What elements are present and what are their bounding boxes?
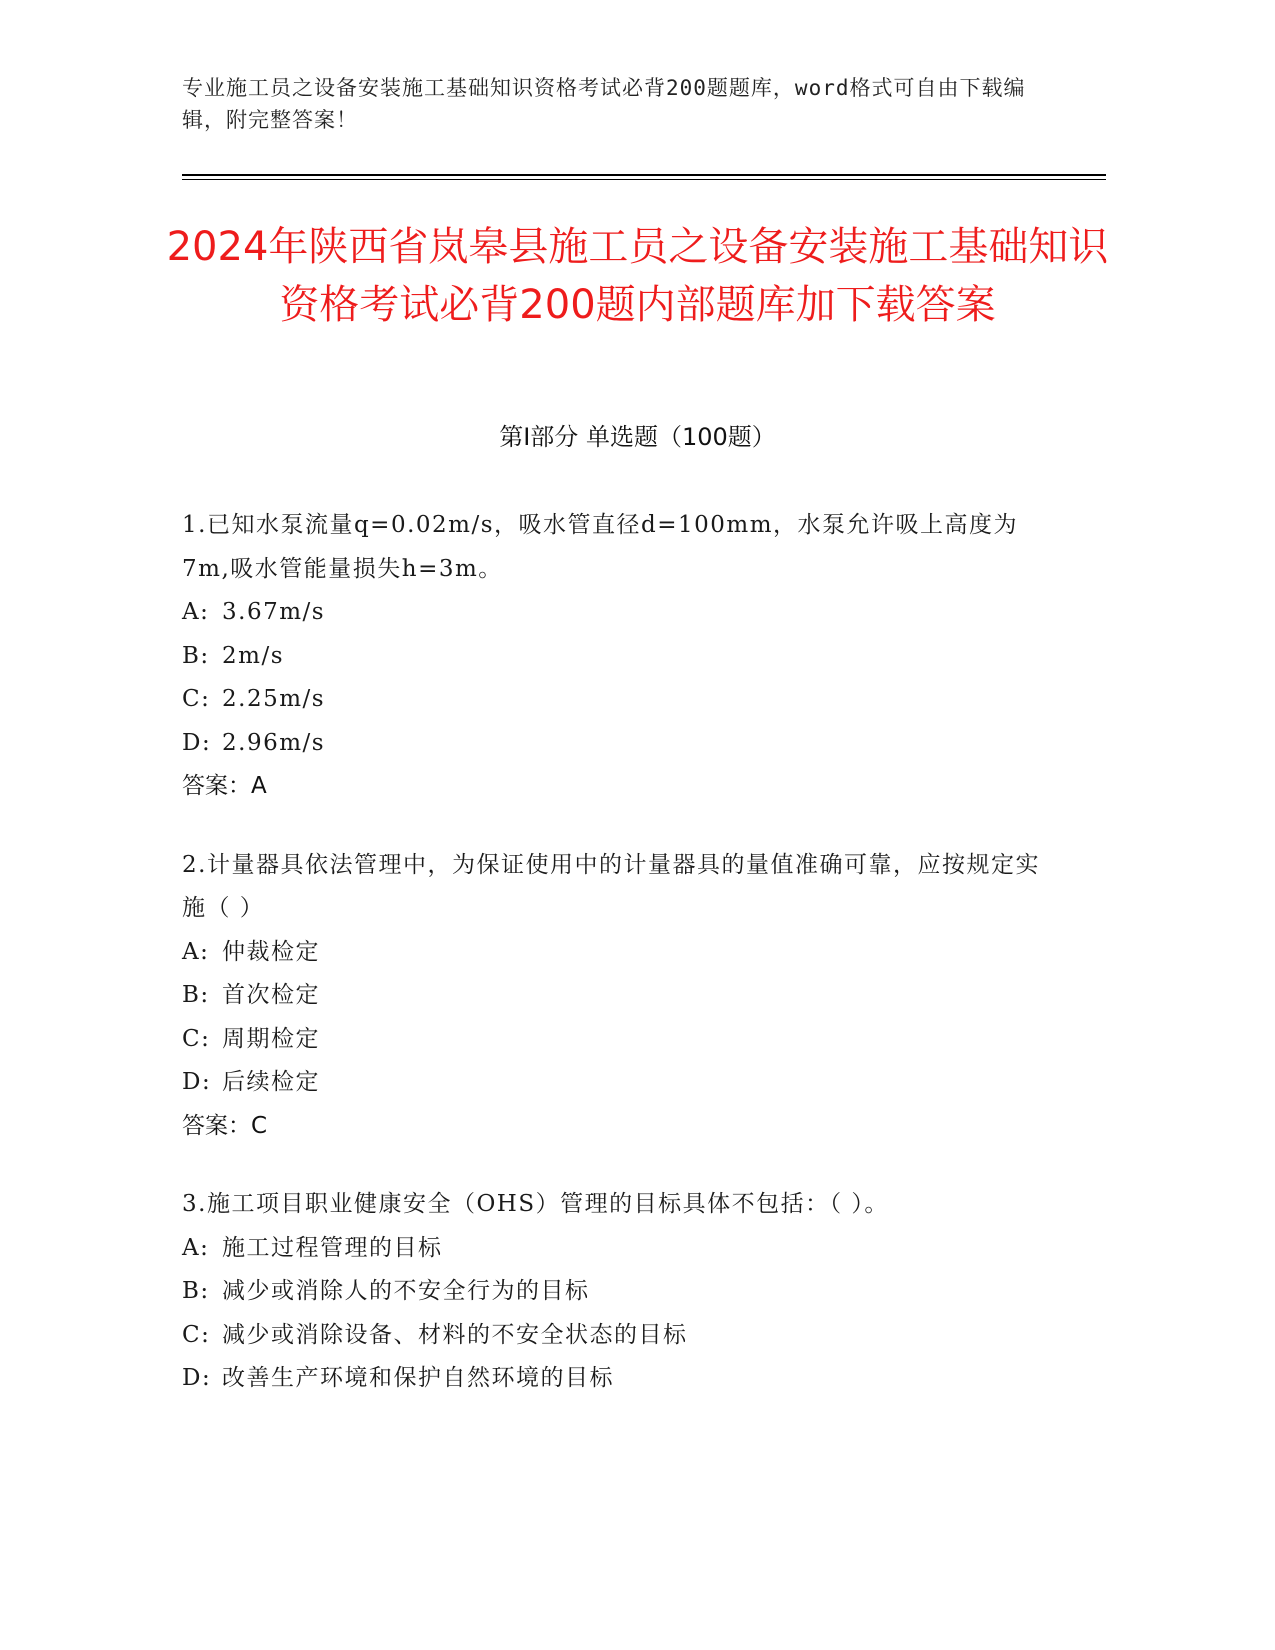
document-title: 2024年陕西省岚皋县施工员之设备安装施工基础知识资格考试必背200题内部题库加下载答案 xyxy=(166,224,1109,328)
option-a xyxy=(182,1227,1062,1271)
option-text: 仲裁检定 xyxy=(222,938,320,965)
option-key: B: xyxy=(182,642,210,669)
option-key: D: xyxy=(182,729,212,756)
option-key: A: xyxy=(182,599,210,625)
header-note: 专业施工员之设备安装施工基础知识资格考试必背200题题库，word格式可自由下载编辑，附完整答案！ xyxy=(182,76,1026,132)
option-text: 减少或消除设备、材料的不安全状态的目标 xyxy=(222,1321,688,1348)
option-text: 施工过程管理的目标 xyxy=(222,1234,443,1261)
answer-line: 答案：A xyxy=(182,773,267,799)
option-text: 2.96m/s xyxy=(222,729,326,756)
option-d xyxy=(182,1357,1062,1401)
option-text: 2m/s xyxy=(222,642,284,669)
question-3 xyxy=(182,1183,1062,1401)
option-b xyxy=(182,974,1062,1018)
option-text: 减少或消除人的不安全行为的目标 xyxy=(222,1278,590,1304)
option-key: C: xyxy=(182,686,211,712)
option-text: 首次检定 xyxy=(222,982,320,1008)
option-c xyxy=(182,1314,1062,1358)
option-key: A: xyxy=(182,938,210,965)
question-stem: 3.施工项目职业健康安全（OHS）管理的目标具体不包括：（ ）。 xyxy=(182,1191,889,1217)
question-list xyxy=(182,504,1062,1436)
question-1 xyxy=(182,504,1062,809)
answer-line: 答案：C xyxy=(182,1112,268,1139)
option-key: B: xyxy=(182,982,210,1008)
option-key: A: xyxy=(182,1234,210,1261)
option-a xyxy=(182,931,1062,975)
option-key: D: xyxy=(182,1069,212,1095)
section-title: 第Ⅰ部分 单选题（100题） xyxy=(499,423,776,451)
question-stem: 1.已知水泵流量q=0.02m/s，吸水管直径d=100mm，水泵允许吸上高度为7m,吸水管能量损失h=3m。 xyxy=(182,512,1019,582)
header-divider-thin xyxy=(182,179,1106,180)
question-stem: 2.计量器具依法管理中，为保证使用中的计量器具的量值准确可靠，应按规定实施（ ） xyxy=(182,851,1040,921)
option-key: C: xyxy=(182,1025,211,1052)
option-b xyxy=(182,635,1062,679)
option-d xyxy=(182,1061,1062,1105)
option-key: D: xyxy=(182,1365,212,1391)
option-text: 后续检定 xyxy=(222,1069,320,1095)
option-key: B: xyxy=(182,1278,210,1304)
option-text: 3.67m/s xyxy=(222,599,326,625)
option-text: 周期检定 xyxy=(222,1025,320,1052)
header-divider xyxy=(182,174,1106,176)
option-d xyxy=(182,722,1062,766)
option-c xyxy=(182,678,1062,722)
option-key: C: xyxy=(182,1321,211,1348)
option-b xyxy=(182,1270,1062,1314)
option-a xyxy=(182,591,1062,635)
option-c xyxy=(182,1018,1062,1062)
question-2 xyxy=(182,844,1062,1149)
option-text: 改善生产环境和保护自然环境的目标 xyxy=(222,1365,614,1391)
option-text: 2.25m/s xyxy=(222,686,326,712)
